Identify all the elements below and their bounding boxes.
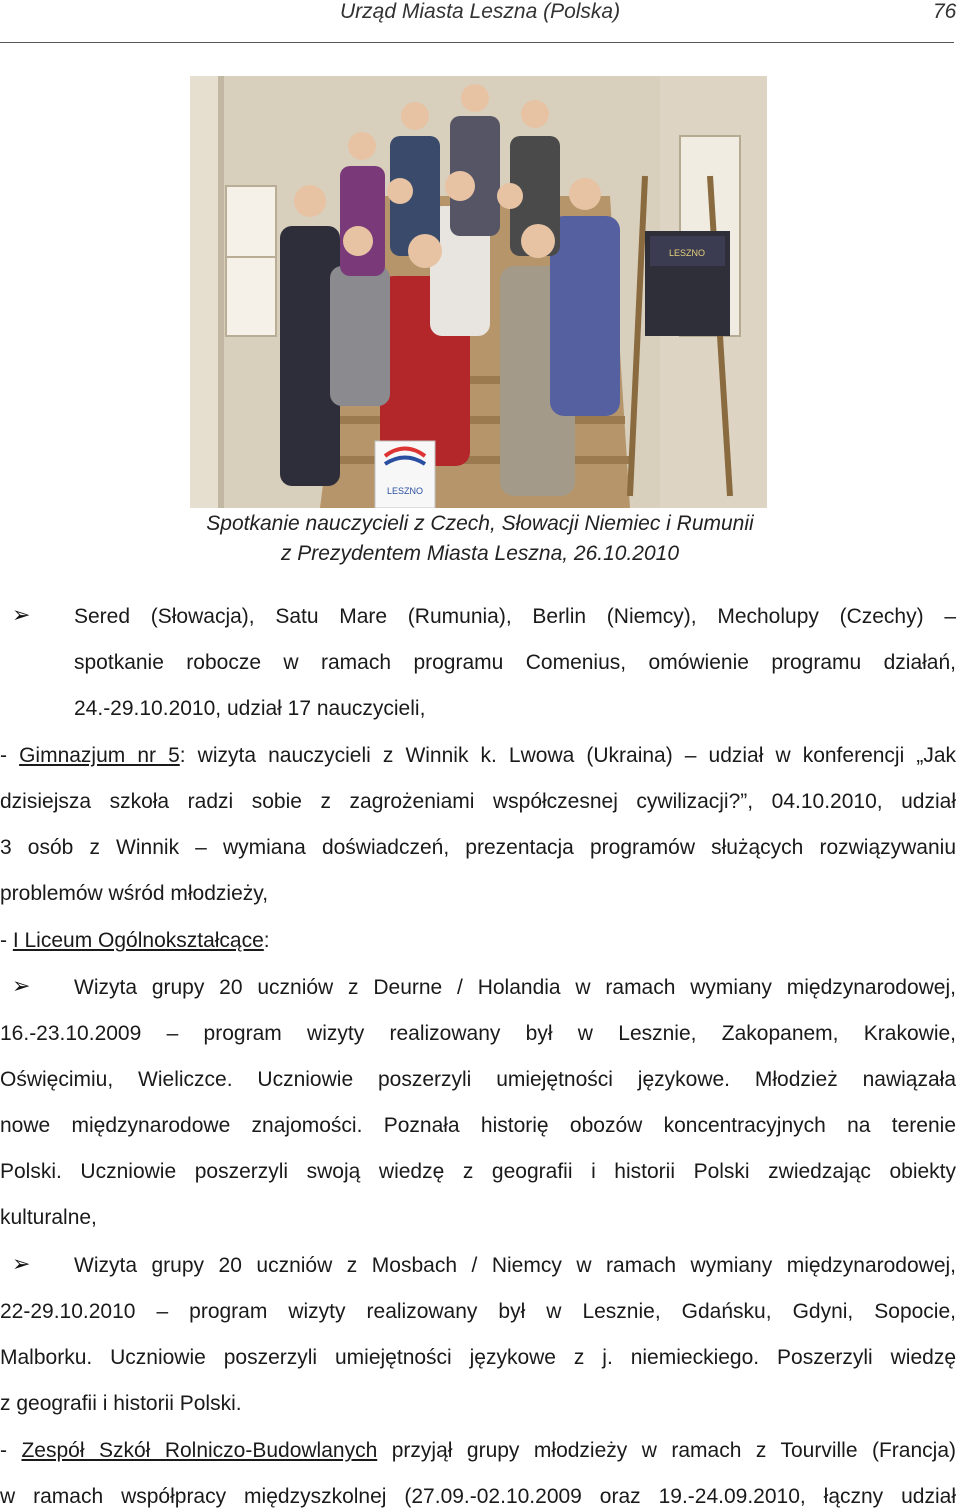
page-number: 76 — [933, 0, 957, 23]
gimnazjum-line4: problemów wśród młodzieży, — [0, 882, 269, 905]
zespol-prefix: - — [0, 1439, 22, 1462]
group-photo-illustration — [190, 76, 767, 508]
header-rule — [0, 42, 954, 43]
gimnazjum-line1 — [0, 742, 956, 769]
page-header — [0, 0, 960, 34]
group-photo — [190, 76, 767, 508]
bullet-arrow-icon: ➢ — [12, 602, 31, 627]
bullet-arrow-icon: ➢ — [12, 973, 31, 998]
item2-line2: 16.-23.10.2009 – program wizyty realizowany był w Lesznie, Zakopanem, Krakowie, — [0, 1022, 956, 1045]
header-title: Urząd Miasta Leszna (Polska) — [340, 0, 621, 23]
liceum-heading — [0, 927, 956, 954]
gimnazjum-line2: dzisiejsza szkoła radzi sobie z zagrożeniami współczesnej cywilizacji?”, 04.10.2010, udział — [0, 790, 956, 813]
gimnazjum-name: Gimnazjum nr 5 — [19, 744, 180, 767]
item3-line3: Malborku. Uczniowie poszerzyli umiejętności językowe z j. niemieckiego. Poszerzyli wiedzę — [0, 1346, 956, 1369]
item2-line1: Wizyta grupy 20 uczniów z Deurne / Holandia w ramach wymiany międzynarodowej, — [74, 976, 956, 999]
liceum-prefix: - — [0, 929, 13, 952]
item3-line2: 22-29.10.2010 – program wizyty realizowany był w Lesznie, Gdańsku, Gdyni, Sopocie, — [0, 1300, 956, 1323]
item2-line5: Polski. Uczniowie poszerzyli swoją wiedzę z geografii i historii Polski zwiedzając obiekty — [0, 1160, 956, 1183]
bullet-arrow-icon: ➢ — [12, 1251, 31, 1276]
zespol-name: Zespół Szkół Rolniczo-Budowlanych — [21, 1439, 378, 1462]
item1-line3: 24.-29.10.2010, udział 17 nauczycieli, — [74, 697, 426, 720]
poster-text: LESZNO — [668, 248, 706, 258]
liceum-name: I Liceum Ogólnokształcące — [12, 929, 264, 952]
item3-line4: z geografii i historii Polski. — [0, 1392, 242, 1415]
item2-line6: kulturalne, — [0, 1206, 97, 1229]
item1-line2: spotkanie robocze w ramach programu Comenius, omówienie programu działań, — [74, 651, 956, 674]
gimnazjum-prefix: - — [0, 744, 20, 767]
gimnazjum-line1-rest: : wizyta nauczycieli z Winnik k. Lwowa (Ukraina) – udział w konferencji „Jak — [179, 744, 956, 767]
zespol-line2: w ramach współpracy międzyszkolnej (27.09.-02.10.2009 oraz 19.-24.09.2010, łączny udział — [0, 1485, 956, 1508]
bag-text: LESZNO — [386, 486, 424, 496]
gimnazjum-line3: 3 osób z Winnik – wymiana doświadczeń, prezentacja programów służących rozwiązywaniu — [0, 836, 956, 859]
item3-line1: Wizyta grupy 20 uczniów z Mosbach / Niemcy w ramach wymiany międzynarodowej, — [74, 1254, 956, 1277]
item1-line1: Sered (Słowacja), Satu Mare (Rumunia), Berlin (Niemcy), Mecholupy (Czechy) – — [74, 605, 956, 628]
photo-caption-line2: z Prezydentem Miasta Leszna, 26.10.2010 — [280, 542, 680, 565]
item2-line3: Oświęcimiu, Wieliczce. Uczniowie poszerzyli umiejętności językowe. Młodzież nawiązała — [0, 1068, 956, 1091]
item2-line4: nowe międzynarodowe znajomości. Poznała historię obozów koncentracyjnych na terenie — [0, 1114, 956, 1137]
photo-caption-line1: Spotkanie nauczycieli z Czech, Słowacji Niemiec i Rumunii — [206, 512, 754, 535]
zespol-line1-rest: przyjął grupy młodzieży w ramach z Tourville (Francja) — [377, 1439, 957, 1462]
liceum-suffix: : — [263, 929, 270, 952]
zespol-line1 — [0, 1437, 956, 1464]
